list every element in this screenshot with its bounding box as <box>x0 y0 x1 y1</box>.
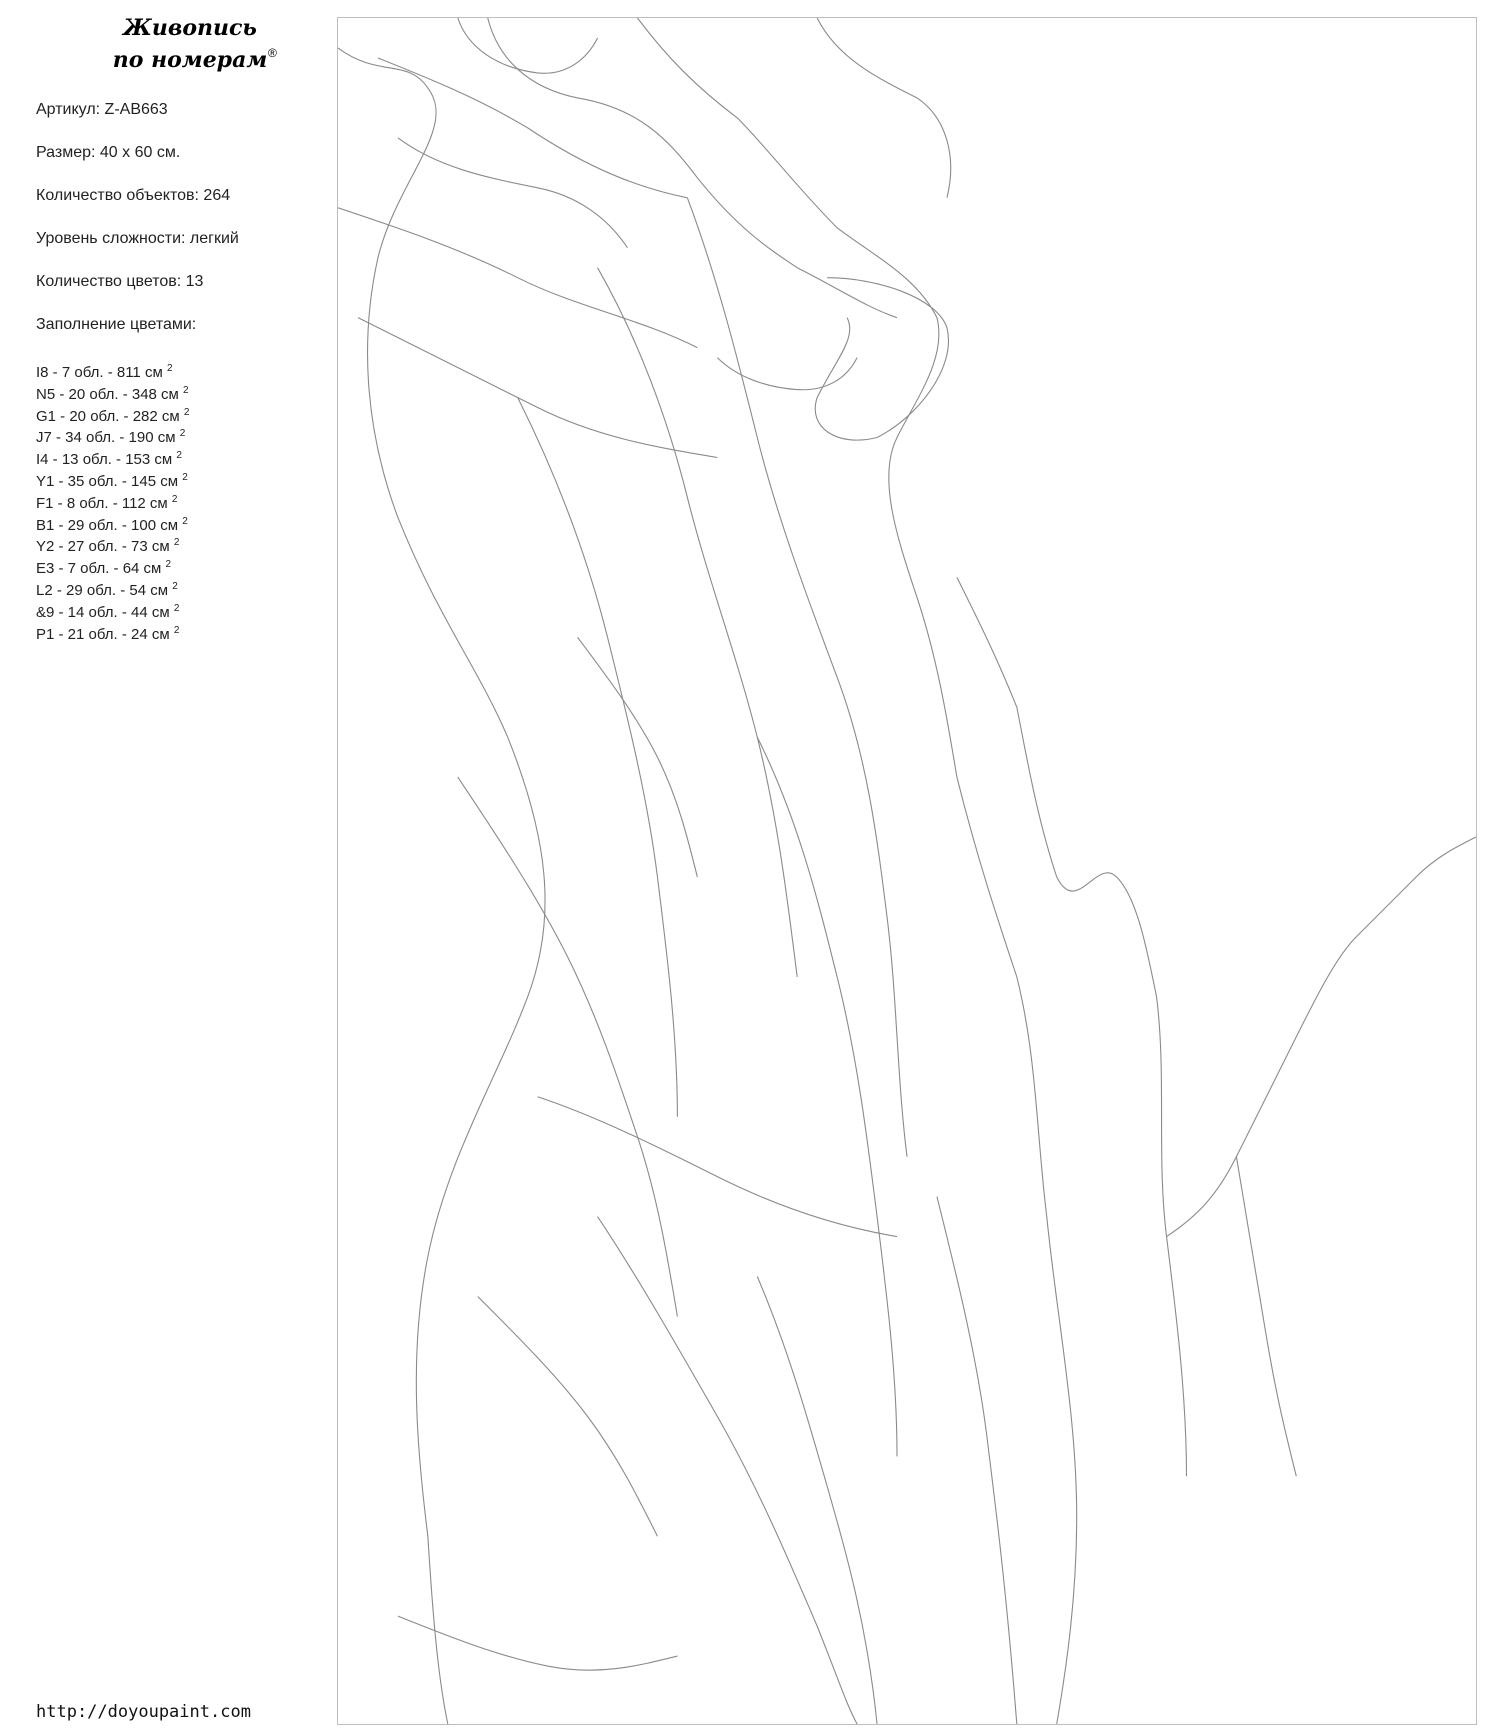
color-fill-row <box>36 402 189 424</box>
color-fill-row <box>36 467 189 489</box>
square-superscript: 2 <box>179 428 186 440</box>
color-fill-row <box>36 489 189 511</box>
color-fill-text: B1 - 29 обл. - 100 см <box>36 516 179 534</box>
color-fill-row <box>36 532 189 554</box>
article-number: Артикул: Z-AB663 <box>36 101 168 118</box>
color-fill-text: N5 - 20 обл. - 348 см <box>36 385 179 403</box>
color-fill-row <box>36 554 189 576</box>
color-fill-text: E3 - 7 обл. - 64 см <box>36 560 162 578</box>
square-superscript: 2 <box>166 363 173 374</box>
square-superscript: 2 <box>173 602 180 614</box>
square-superscript: 2 <box>183 384 189 396</box>
color-fill-text: I8 - 7 обл. - 811 см <box>36 364 163 381</box>
brand-line-1: Живопись <box>123 15 257 41</box>
brand-line-2: по номерам <box>112 47 268 73</box>
color-fill-row <box>36 620 189 642</box>
square-superscript: 2 <box>173 537 180 549</box>
color-fill-text: F1 - 8 обл. - 112 см <box>36 494 168 512</box>
figure-outline <box>338 18 1476 1724</box>
product-meta <box>36 100 239 358</box>
fill-heading: Заполнение цветами: <box>36 316 197 333</box>
color-fill-row <box>36 576 189 598</box>
color-fill-list <box>36 358 189 641</box>
color-fill-row <box>36 445 189 467</box>
object-count: Количество объектов: 264 <box>36 187 231 204</box>
color-fill-text: I4 - 13 обл. - 153 см <box>36 451 173 469</box>
coloring-canvas <box>337 17 1477 1725</box>
website-link[interactable]: http://doyoupaint.com <box>36 1702 251 1722</box>
color-fill-text: Y2 - 27 обл. - 73 см <box>36 538 170 556</box>
square-superscript: 2 <box>176 450 182 462</box>
color-fill-text: L2 - 29 обл. - 54 см <box>36 581 169 599</box>
color-count: Количество цветов: 13 <box>36 273 204 290</box>
square-superscript: 2 <box>171 493 178 505</box>
color-fill-row <box>36 423 189 445</box>
color-fill-row <box>36 380 189 402</box>
color-fill-text: P1 - 21 обл. - 24 см <box>36 625 170 643</box>
color-fill-text: J7 - 34 обл. - 190 см <box>36 429 176 447</box>
color-fill-text: Y1 - 35 обл. - 145 см <box>36 472 179 490</box>
square-superscript: 2 <box>182 515 188 527</box>
color-fill-row <box>36 511 189 533</box>
color-fill-text: &9 - 14 обл. - 44 см <box>36 603 170 621</box>
color-fill-row <box>36 598 189 620</box>
color-fill-row <box>36 358 189 380</box>
square-superscript: 2 <box>172 580 178 592</box>
brand-logo <box>90 12 290 76</box>
square-superscript: 2 <box>165 559 172 571</box>
difficulty-level: Уровень сложности: легкий <box>36 230 239 247</box>
canvas-size: Размер: 40 х 60 см. <box>36 144 181 161</box>
registered-mark: ® <box>268 46 277 60</box>
square-superscript: 2 <box>173 624 180 636</box>
square-superscript: 2 <box>182 471 188 483</box>
square-superscript: 2 <box>183 406 190 418</box>
color-fill-text: G1 - 20 обл. - 282 см <box>36 407 180 425</box>
info-sidebar <box>0 0 330 1736</box>
